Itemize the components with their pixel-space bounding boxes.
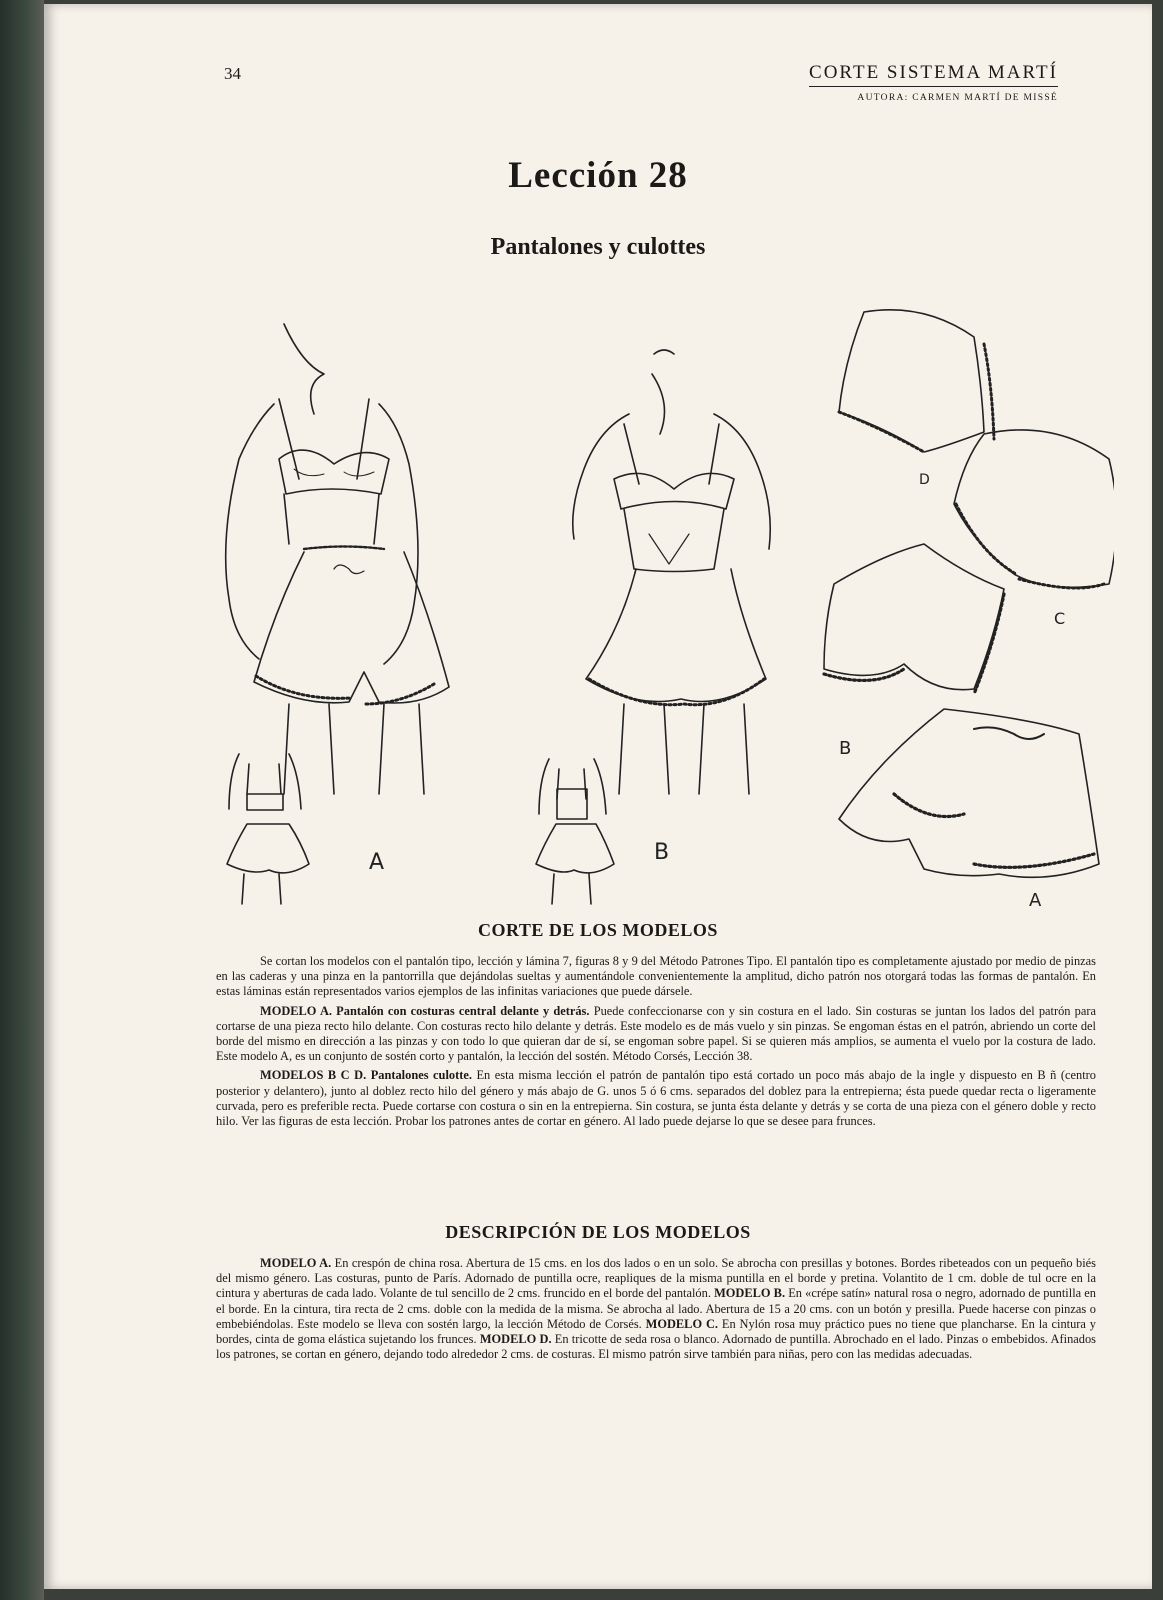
book-page [44,4,1152,1589]
lingerie-illustrations [184,284,1114,924]
section-heading-descripcion: DESCRIPCIÓN DE LOS MODELOS [445,1222,751,1242]
desc-modelo-a-text: En crespón de china rosa. Abertura de 15 cms. en los dos lados o en un solo. Se abrocha con presillas y botones. Bordes ribeteados con un pequeño biés del mismo género. Las costuras, punto de París. Adornado de puntilla ocre, reapliques de la misma puntilla en el borde y pretina. Volantito de 1 cm. doble de tul ocre en la cintura y aberturas de cada lado. Volante de tul sencillo de 2 cms. fruncido en el borde del pantalón. [216,1256,1096,1301]
author-line: AUTORA: CARMEN MARTÍ DE MISSÉ [857,93,1058,103]
label-b-small: B [654,840,670,865]
modelos-bcd-text: En esta misma lección el patrón de pantalón tipo está cortado un poco más abajo de la ingle y dispuesto en B ñ (centro posterior y delantero), junto al doblez recto hilo del género y más abajo de G. unos 5 ó 6 cms. separados del doblez para la entrepierna; ésta puede quedar recta o ligeramente curvada, pero es preferible recta. Puede cortarse con costura o sin en la entrepierna. Sin costura, se junta ésta delante y detrás y se corta de una pieza con el género doble y recto hilo. Ver las figuras de esta lección. Probar los patrones antes de cortar en género. Al lado puede dejarse lo que se desee para frunces. [216,1068,1096,1129]
lesson-title: Lección 28 [508,155,688,196]
desc-modelo-b-text: En «crépe satín» natural rosa o negro, adornado de puntilla en el borde. En la cintura, tira recta de 2 cms. doble con la medida de la misma. Se abrocha al lado. Abertura de 15 a 20 cms. con un botón y presilla. Puede hacerse con pinzas o embebiéndolas. Este modelo se lleva con sostén largo, la lección Método de Corsés. [216,1286,1096,1331]
corte-paragraph-modelos-bcd [216,1068,1096,1129]
page-number: 34 [224,64,241,83]
desc-modelo-d-lead: MODELO D. [479,1332,552,1347]
descripcion-paragraph [216,1256,1096,1362]
desc-modelo-a-lead: MODELO A. [260,1256,332,1270]
desc-modelo-d-text: En tricotte de seda rosa o blanco. Adornado de puntilla. Abrochado en el lado. Pinzas o embebidos. Afinados los patrones, se cortan en género, dejando todo alrededor 2 cms. de costuras. El mismo patrón sirve también para niñas, pero con las medidas adecuadas. [216,1332,1096,1362]
figure-a-small-back [227,754,309,904]
figure-b-model [573,350,771,794]
label-c: C [1054,609,1066,628]
label-a-small: A [369,850,385,875]
desc-modelo-b-lead: MODELO B. [714,1286,786,1301]
modelos-bcd-lead: MODELOS B C D. Pantalones culotte. [260,1068,472,1083]
section-descripcion-body [216,1256,1096,1366]
book-binding [0,0,44,1600]
culotte-d [839,310,994,452]
label-d: D [919,472,930,488]
illustrations [184,284,1114,924]
section-corte-body [216,954,1096,1133]
lesson-subtitle: Pantalones y culottes [490,234,706,260]
modelo-a-text: Puede confeccionarse con y sin costura en el lado. Sin costuras se juntan los lados del patrón para cortarse de una pieza recto hilo delante. Con costuras recto hilo delante y detrás. Este modelo es de más vuelo y sin pinzas. Se engoman éstas en el patrón, abriendo un corte del borde del mismo en dirección a las pinzas y con todo lo que quieran dar de sí, se engoman sobre papel. Si se quieren más amplios, se aumenta el vuelo por la costura de lado. Este modelo A, es un conjunto de sostén corto y pantalón, la lección del sostén. Método Corsés, Lección 38. [216,1003,1096,1064]
culotte-a [839,709,1099,877]
label-a: A [1029,890,1042,911]
figure-a-model [226,324,449,794]
modelo-a-lead: MODELO A. Pantalón con costuras central delante y detrás. [260,1003,590,1018]
section-heading-corte: CORTE DE LOS MODELOS [478,920,718,940]
desc-modelo-c-lead: MODELO C. [645,1316,719,1331]
culotte-b [824,544,1004,694]
figure-b-small-back [536,759,614,904]
culotte-c [954,430,1114,588]
desc-modelo-c-text: En Nylón rosa muy práctico pues no tiene que plancharse. En la cintura y bordes, cinta de goma elástica sujetando los frunces. [216,1316,1096,1347]
running-title: CORTE SISTEMA MARTÍ [809,62,1058,87]
corte-paragraph-intro: Se cortan los modelos con el pantalón tipo, lección y lámina 7, figuras 8 y 9 del Método Patrones Tipo. El pantalón tipo es completamente ajustado por medio de pinzas en las caderas y una pinza en la pantorrilla que dejándolas sueltas y aumentándole convenientemente la amplitud, dicho patrón nos otorgará todas las formas de pantalón. En estas láminas están representados varios ejemplos de las infinitas variaciones que puede dársele. [216,954,1096,999]
corte-paragraph-modelo-a [216,1004,1096,1065]
running-header [809,62,1058,103]
label-b: B [839,738,852,759]
